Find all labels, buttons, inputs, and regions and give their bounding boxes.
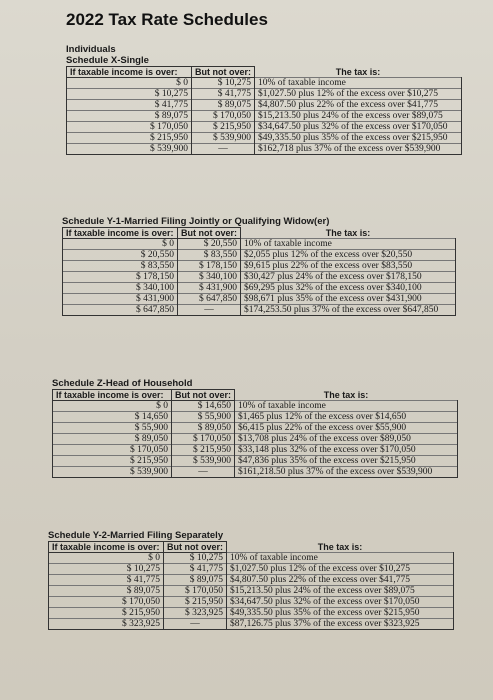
cell-over: $ 215,950	[49, 608, 164, 619]
cell-tax: $4,807.50 plus 22% of the excess over $41,775	[255, 100, 462, 111]
table-row	[53, 445, 458, 456]
cell-over: $ 14,650	[53, 412, 172, 423]
cell-tax: $1,027.50 plus 12% of the excess over $10,275	[227, 564, 454, 575]
col-header-tax: The tax is:	[335, 66, 381, 77]
cell-over: $ 0	[63, 239, 178, 250]
table-row	[67, 78, 462, 89]
cell-tax: 10% of taxable income	[235, 401, 458, 412]
cell-over: $ 10,275	[49, 564, 164, 575]
cell-not-over: $ 89,075	[164, 575, 227, 586]
cell-not-over: $ 41,775	[192, 89, 255, 100]
cell-not-over: $ 539,900	[172, 456, 235, 467]
table-row	[63, 283, 456, 294]
cell-not-over: $ 55,900	[172, 412, 235, 423]
cell-not-over: $ 431,900	[178, 283, 241, 294]
cell-over: $ 323,925	[49, 619, 164, 630]
cell-over: $ 20,550	[63, 250, 178, 261]
cell-tax: $69,295 plus 32% of the excess over $340,100	[241, 283, 456, 294]
cell-tax: $30,427 plus 24% of the excess over $178,150	[241, 272, 456, 283]
table-row	[53, 401, 458, 412]
cell-tax: $49,335.50 plus 35% of the excess over $215,950	[227, 608, 454, 619]
cell-over: $ 0	[49, 553, 164, 564]
schedule-y1-section	[62, 216, 456, 316]
cell-over: $ 0	[53, 401, 172, 412]
table-row	[63, 261, 456, 272]
cell-over: $ 170,050	[49, 597, 164, 608]
cell-over: $ 215,950	[67, 133, 192, 144]
table-row	[67, 89, 462, 100]
cell-not-over: —	[178, 305, 241, 316]
table-header	[49, 542, 454, 553]
cell-not-over: $ 10,275	[164, 553, 227, 564]
schedule-title: Schedule Z-Head of Household	[52, 378, 193, 389]
cell-not-over: —	[192, 144, 255, 155]
cell-over: $ 83,550	[63, 261, 178, 272]
table-row	[53, 467, 458, 478]
schedule-x-section	[66, 44, 462, 155]
table-row	[63, 250, 456, 261]
cell-tax: $1,027.50 plus 12% of the excess over $10,275	[255, 89, 462, 100]
schedule-title: Schedule Y-2-Married Filing Separately	[48, 530, 224, 541]
cell-over: $ 41,775	[49, 575, 164, 586]
cell-over: $ 170,050	[53, 445, 172, 456]
cell-tax: $15,213.50 plus 24% of the excess over $89,075	[227, 586, 454, 597]
page-title: 2022 Tax Rate Schedules	[66, 10, 268, 29]
table-row	[67, 111, 462, 122]
col-header-over: If taxable income is over:	[49, 542, 164, 553]
col-header-not-over: But not over:	[192, 67, 255, 78]
table-row	[67, 144, 462, 155]
cell-not-over: $ 178,150	[178, 261, 241, 272]
cell-not-over: $ 215,950	[192, 122, 255, 133]
cell-over: $ 178,150	[63, 272, 178, 283]
cell-not-over: $ 20,550	[178, 239, 241, 250]
cell-tax: $2,055 plus 12% of the excess over $20,550	[241, 250, 456, 261]
cell-tax: $87,126.75 plus 37% of the excess over $323,925	[227, 619, 454, 630]
cell-not-over: $ 539,900	[192, 133, 255, 144]
cell-not-over: —	[172, 467, 235, 478]
cell-tax: $98,671 plus 35% of the excess over $431,900	[241, 294, 456, 305]
cell-over: $ 647,850	[63, 305, 178, 316]
cell-over: $ 55,900	[53, 423, 172, 434]
cell-over: $ 431,900	[63, 294, 178, 305]
cell-over: $ 539,900	[53, 467, 172, 478]
cell-over: $ 0	[67, 78, 192, 89]
cell-tax: 10% of taxable income	[241, 239, 456, 250]
table-row	[49, 597, 454, 608]
cell-over: $ 41,775	[67, 100, 192, 111]
cell-tax: $15,213.50 plus 24% of the excess over $89,075	[255, 111, 462, 122]
cell-tax: 10% of taxable income	[255, 78, 462, 89]
table-row	[63, 272, 456, 283]
table-row	[67, 133, 462, 144]
cell-over: $ 89,075	[49, 586, 164, 597]
cell-tax: $174,253.50 plus 37% of the excess over $647,850	[241, 305, 456, 316]
table-header	[67, 67, 462, 78]
cell-tax: $33,148 plus 32% of the excess over $170,050	[235, 445, 458, 456]
schedule-y2-section	[48, 530, 454, 630]
cell-tax: $161,218.50 plus 37% of the excess over $539,900	[235, 467, 458, 478]
schedule-table	[62, 227, 456, 316]
col-header-over: If taxable income is over:	[63, 228, 178, 239]
col-header-not-over: But not over:	[164, 542, 227, 553]
col-header-over: If taxable income is over:	[53, 390, 172, 401]
cell-tax: $6,415 plus 22% of the excess over $55,900	[235, 423, 458, 434]
cell-over: $ 89,075	[67, 111, 192, 122]
cell-not-over: $ 323,925	[164, 608, 227, 619]
cell-not-over: $ 647,850	[178, 294, 241, 305]
table-row	[49, 575, 454, 586]
table-row	[67, 122, 462, 133]
cell-tax: $9,615 plus 22% of the excess over $83,550	[241, 261, 456, 272]
cell-tax: $162,718 plus 37% of the excess over $539,900	[255, 144, 462, 155]
cell-not-over: $ 14,650	[172, 401, 235, 412]
col-header-tax: The tax is:	[325, 227, 371, 238]
schedule-table	[52, 389, 458, 478]
table-row	[53, 423, 458, 434]
table-header	[53, 390, 458, 401]
col-header-not-over: But not over:	[172, 390, 235, 401]
table-row	[53, 412, 458, 423]
cell-over: $ 170,050	[67, 122, 192, 133]
cell-tax: $34,647.50 plus 32% of the excess over $170,050	[227, 597, 454, 608]
cell-over: $ 215,950	[53, 456, 172, 467]
cell-over: $ 10,275	[67, 89, 192, 100]
cell-not-over: $ 215,950	[172, 445, 235, 456]
table-row	[53, 456, 458, 467]
cell-over: $ 340,100	[63, 283, 178, 294]
schedule-title: Schedule Y-1-Married Filing Jointly or Qualifying Widow(er)	[62, 216, 330, 227]
table-row	[49, 564, 454, 575]
cell-not-over: —	[164, 619, 227, 630]
cell-not-over: $ 340,100	[178, 272, 241, 283]
table-row	[49, 608, 454, 619]
cell-tax: $4,807.50 plus 22% of the excess over $41,775	[227, 575, 454, 586]
cell-not-over: $ 83,550	[178, 250, 241, 261]
schedule-title: Schedule X-Single	[66, 55, 149, 66]
cell-not-over: $ 170,050	[164, 586, 227, 597]
cell-tax: 10% of taxable income	[227, 553, 454, 564]
table-row	[63, 239, 456, 250]
col-header-tax: The tax is:	[317, 541, 363, 552]
col-header-over: If taxable income is over:	[67, 67, 192, 78]
table-row	[53, 434, 458, 445]
cell-tax: $1,465 plus 12% of the excess over $14,650	[235, 412, 458, 423]
table-row	[49, 553, 454, 564]
col-header-tax: The tax is:	[323, 389, 369, 400]
cell-tax: $49,335.50 plus 35% of the excess over $215,950	[255, 133, 462, 144]
schedule-z-section	[52, 378, 458, 478]
cell-not-over: $ 170,050	[172, 434, 235, 445]
col-header-not-over: But not over:	[178, 228, 241, 239]
table-row	[49, 619, 454, 630]
cell-not-over: $ 89,075	[192, 100, 255, 111]
cell-over: $ 539,900	[67, 144, 192, 155]
cell-not-over: $ 41,775	[164, 564, 227, 575]
table-row	[63, 305, 456, 316]
cell-not-over: $ 10,275	[192, 78, 255, 89]
schedule-table	[66, 66, 462, 155]
table-row	[67, 100, 462, 111]
cell-tax: $13,708 plus 24% of the excess over $89,050	[235, 434, 458, 445]
cell-tax: $47,836 plus 35% of the excess over $215,950	[235, 456, 458, 467]
cell-over: $ 89,050	[53, 434, 172, 445]
table-row	[49, 586, 454, 597]
table-row	[63, 294, 456, 305]
cell-not-over: $ 89,050	[172, 423, 235, 434]
schedule-table	[48, 541, 454, 630]
cell-not-over: $ 215,950	[164, 597, 227, 608]
cell-tax: $34,647.50 plus 32% of the excess over $170,050	[255, 122, 462, 133]
individuals-label: Individuals	[66, 44, 116, 55]
cell-not-over: $ 170,050	[192, 111, 255, 122]
table-header	[63, 228, 456, 239]
